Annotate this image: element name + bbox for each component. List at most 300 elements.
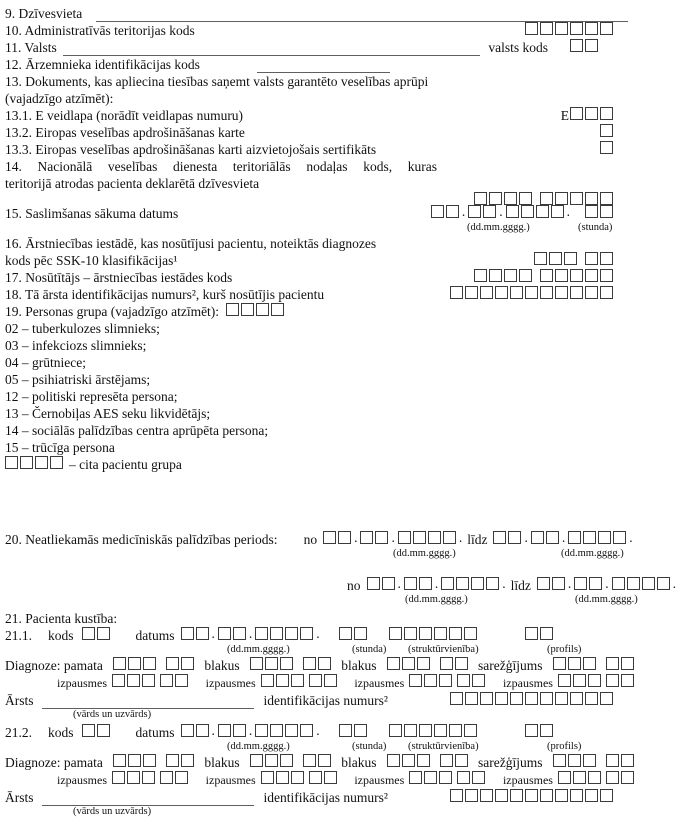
checkbox[interactable]: [439, 771, 452, 784]
checkbox[interactable]: [474, 192, 487, 205]
checkbox[interactable]: [480, 789, 493, 802]
checkbox[interactable]: [621, 771, 634, 784]
movement-1-blakus1-boxes-b[interactable]: [303, 657, 331, 670]
checkbox[interactable]: [555, 692, 568, 705]
checkbox[interactable]: [354, 627, 367, 640]
movement-1-kods-boxes[interactable]: [82, 627, 110, 640]
checkbox[interactable]: [250, 657, 263, 670]
movement-1-blakus2-boxes-a[interactable]: [387, 657, 430, 670]
checkbox[interactable]: [439, 674, 452, 687]
movement-1-doctor-name-line[interactable]: [42, 696, 254, 709]
checkbox[interactable]: [166, 754, 179, 767]
checkbox[interactable]: [600, 192, 613, 205]
checkbox[interactable]: [583, 754, 596, 767]
movement-1-izp1-boxes-b[interactable]: [160, 674, 188, 687]
checkbox[interactable]: [250, 754, 263, 767]
field-20-from-date-boxes[interactable]: . . .: [323, 531, 463, 544]
checkbox[interactable]: [568, 531, 581, 544]
checkbox[interactable]: [570, 192, 583, 205]
checkbox[interactable]: [112, 771, 125, 784]
checkbox[interactable]: [583, 531, 596, 544]
checkbox[interactable]: [142, 771, 155, 784]
checkbox[interactable]: [324, 771, 337, 784]
movement-1-izp4-boxes-b[interactable]: [606, 674, 634, 687]
checkbox[interactable]: [255, 627, 268, 640]
checkbox[interactable]: [606, 771, 619, 784]
checkbox[interactable]: [265, 754, 278, 767]
checkbox[interactable]: [621, 674, 634, 687]
checkbox[interactable]: [558, 674, 571, 687]
checkbox[interactable]: [367, 577, 380, 590]
movement-2-izp1-boxes-a[interactable]: [112, 771, 155, 784]
checkbox[interactable]: [181, 724, 194, 737]
movement-2-blakus1-boxes-a[interactable]: [250, 754, 293, 767]
checkbox[interactable]: [480, 692, 493, 705]
checkbox[interactable]: [568, 754, 581, 767]
checkbox[interactable]: [303, 754, 316, 767]
field-17-boxes-b[interactable]: [540, 269, 613, 282]
checkbox[interactable]: [35, 456, 48, 469]
checkbox[interactable]: [300, 724, 313, 737]
checkbox[interactable]: [657, 577, 670, 590]
checkbox[interactable]: [419, 577, 432, 590]
checkbox[interactable]: [218, 627, 231, 640]
checkbox[interactable]: [419, 627, 432, 640]
checkbox[interactable]: [472, 771, 485, 784]
checkbox[interactable]: [265, 657, 278, 670]
checkbox[interactable]: [318, 754, 331, 767]
checkbox[interactable]: [455, 657, 468, 670]
checkbox[interactable]: [338, 531, 351, 544]
movement-2-blakus2-boxes-a[interactable]: [387, 754, 430, 767]
checkbox[interactable]: [143, 657, 156, 670]
checkbox[interactable]: [97, 627, 110, 640]
checkbox[interactable]: [472, 674, 485, 687]
checkbox[interactable]: [261, 771, 274, 784]
checkbox[interactable]: [570, 789, 583, 802]
checkbox[interactable]: [382, 577, 395, 590]
checkbox[interactable]: [600, 269, 613, 282]
checkbox[interactable]: [525, 789, 538, 802]
movement-1-izp3-boxes-a[interactable]: [409, 674, 452, 687]
movement-1-izp2-boxes-b[interactable]: [309, 674, 337, 687]
checkbox[interactable]: [128, 754, 141, 767]
checkbox[interactable]: [434, 724, 447, 737]
checkbox[interactable]: [276, 771, 289, 784]
checkbox[interactable]: [270, 627, 283, 640]
checkbox[interactable]: [508, 531, 521, 544]
checkbox[interactable]: [525, 286, 538, 299]
checkbox[interactable]: [570, 22, 583, 35]
checkbox[interactable]: [387, 657, 400, 670]
checkbox[interactable]: [474, 269, 487, 282]
field-20-to-date-boxes[interactable]: . . .: [493, 531, 633, 544]
checkbox[interactable]: [128, 657, 141, 670]
checkbox[interactable]: [303, 657, 316, 670]
field-9-blank-line[interactable]: [96, 9, 628, 22]
checkbox[interactable]: [553, 657, 566, 670]
checkbox[interactable]: [434, 627, 447, 640]
checkbox[interactable]: [424, 771, 437, 784]
checkbox[interactable]: [404, 577, 417, 590]
checkbox[interactable]: [585, 789, 598, 802]
checkbox[interactable]: [471, 577, 484, 590]
movement-1-izp1-boxes-a[interactable]: [112, 674, 155, 687]
checkbox[interactable]: [360, 531, 373, 544]
checkbox[interactable]: [585, 252, 598, 265]
checkbox[interactable]: [389, 627, 402, 640]
checkbox[interactable]: [573, 674, 586, 687]
movement-2-kods-boxes[interactable]: [82, 724, 110, 737]
checkbox[interactable]: [196, 627, 209, 640]
movement-1-pamata-boxes-b[interactable]: [166, 657, 194, 670]
checkbox[interactable]: [506, 205, 519, 218]
checkbox[interactable]: [504, 192, 517, 205]
checkbox[interactable]: [540, 269, 553, 282]
checkbox[interactable]: [431, 205, 444, 218]
checkbox[interactable]: [457, 674, 470, 687]
checkbox[interactable]: [540, 286, 553, 299]
checkbox[interactable]: [495, 692, 508, 705]
checkbox[interactable]: [50, 456, 63, 469]
checkbox[interactable]: [409, 771, 422, 784]
checkbox[interactable]: [389, 724, 402, 737]
checkbox[interactable]: [375, 531, 388, 544]
movement-2-complication-boxes-b[interactable]: [606, 754, 634, 767]
checkbox[interactable]: [339, 724, 352, 737]
checkbox[interactable]: [536, 205, 549, 218]
checkbox[interactable]: [546, 531, 559, 544]
checkbox[interactable]: [589, 577, 602, 590]
checkbox[interactable]: [570, 286, 583, 299]
checkbox[interactable]: [534, 252, 547, 265]
checkbox[interactable]: [270, 724, 283, 737]
checkbox[interactable]: [600, 107, 613, 120]
checkbox[interactable]: [600, 141, 613, 154]
field-15-hour-boxes[interactable]: [585, 205, 613, 218]
checkbox[interactable]: [450, 789, 463, 802]
checkbox[interactable]: [600, 124, 613, 137]
checkbox[interactable]: [285, 627, 298, 640]
checkbox[interactable]: [413, 531, 426, 544]
checkbox[interactable]: [519, 269, 532, 282]
checkbox[interactable]: [450, 286, 463, 299]
checkbox[interactable]: [409, 674, 422, 687]
checkbox[interactable]: [570, 39, 583, 52]
checkbox[interactable]: [440, 657, 453, 670]
checkbox[interactable]: [20, 456, 33, 469]
checkbox[interactable]: [417, 754, 430, 767]
movement-2-blakus2-boxes-b[interactable]: [440, 754, 468, 767]
checkbox[interactable]: [450, 692, 463, 705]
checkbox[interactable]: [588, 771, 601, 784]
checkbox[interactable]: [613, 531, 626, 544]
checkbox[interactable]: [449, 627, 462, 640]
checkbox[interactable]: [555, 269, 568, 282]
checkbox[interactable]: [493, 531, 506, 544]
checkbox[interactable]: [606, 674, 619, 687]
field-18-boxes[interactable]: [450, 286, 613, 299]
checkbox[interactable]: [585, 692, 598, 705]
checkbox[interactable]: [456, 577, 469, 590]
checkbox[interactable]: [464, 627, 477, 640]
field-20-from-date-boxes-2[interactable]: . . .: [367, 577, 507, 590]
movement-1-blakus1-boxes-a[interactable]: [250, 657, 293, 670]
checkbox[interactable]: [570, 269, 583, 282]
field-14-boxes-b[interactable]: [540, 192, 613, 205]
checkbox[interactable]: [551, 205, 564, 218]
checkbox[interactable]: [181, 627, 194, 640]
movement-1-profile-boxes[interactable]: [525, 627, 553, 640]
checkbox[interactable]: [573, 771, 586, 784]
checkbox[interactable]: [97, 724, 110, 737]
checkbox[interactable]: [540, 789, 553, 802]
checkbox[interactable]: [642, 577, 655, 590]
movement-1-date-boxes[interactable]: . . .: [181, 627, 321, 640]
checkbox[interactable]: [585, 22, 598, 35]
checkbox[interactable]: [621, 754, 634, 767]
checkbox[interactable]: [549, 252, 562, 265]
checkbox[interactable]: [600, 252, 613, 265]
checkbox[interactable]: [402, 754, 415, 767]
field-17-boxes-a[interactable]: [474, 269, 532, 282]
checkbox[interactable]: [583, 657, 596, 670]
checkbox[interactable]: [495, 286, 508, 299]
checkbox[interactable]: [446, 205, 459, 218]
field-16-boxes-a[interactable]: [534, 252, 577, 265]
movement-2-profile-boxes[interactable]: [525, 724, 553, 737]
checkbox[interactable]: [113, 754, 126, 767]
checkbox[interactable]: [468, 205, 481, 218]
movement-2-date-boxes[interactable]: . . .: [181, 724, 321, 737]
checkbox[interactable]: [585, 39, 598, 52]
checkbox[interactable]: [324, 674, 337, 687]
checkbox[interactable]: [553, 754, 566, 767]
checkbox[interactable]: [537, 577, 550, 590]
movement-2-pamata-boxes-b[interactable]: [166, 754, 194, 767]
movement-2-izp3-boxes-b[interactable]: [457, 771, 485, 784]
movement-2-complication-boxes-a[interactable]: [553, 754, 596, 767]
checkbox[interactable]: [256, 303, 269, 316]
checkbox[interactable]: [480, 286, 493, 299]
checkbox[interactable]: [510, 789, 523, 802]
movement-2-doctor-name-line[interactable]: [42, 793, 254, 806]
checkbox[interactable]: [504, 269, 517, 282]
checkbox[interactable]: [175, 771, 188, 784]
checkbox[interactable]: [525, 627, 538, 640]
checkbox[interactable]: [600, 789, 613, 802]
checkbox[interactable]: [142, 674, 155, 687]
checkbox[interactable]: [82, 724, 95, 737]
checkbox[interactable]: [402, 657, 415, 670]
checkbox[interactable]: [271, 303, 284, 316]
checkbox[interactable]: [489, 269, 502, 282]
checkbox[interactable]: [486, 577, 499, 590]
checkbox[interactable]: [495, 789, 508, 802]
checkbox[interactable]: [143, 754, 156, 767]
field-15-date-boxes[interactable]: . . .: [431, 205, 571, 218]
movement-2-unit-boxes[interactable]: [389, 724, 477, 737]
movement-2-doctor-id-boxes[interactable]: [450, 789, 613, 802]
checkbox[interactable]: [568, 657, 581, 670]
movement-1-complication-boxes-b[interactable]: [606, 657, 634, 670]
checkbox[interactable]: [196, 724, 209, 737]
checkbox[interactable]: [404, 627, 417, 640]
checkbox[interactable]: [443, 531, 456, 544]
field-12-blank-line[interactable]: [257, 60, 390, 73]
checkbox[interactable]: [555, 22, 568, 35]
movement-2-izp1-boxes-b[interactable]: [160, 771, 188, 784]
checkbox[interactable]: [555, 286, 568, 299]
checkbox[interactable]: [309, 674, 322, 687]
checkbox[interactable]: [540, 627, 553, 640]
checkbox[interactable]: [318, 657, 331, 670]
movement-2-izp4-boxes-a[interactable]: [558, 771, 601, 784]
checkbox[interactable]: [455, 754, 468, 767]
other-group-boxes[interactable]: [5, 456, 63, 469]
checkbox[interactable]: [585, 205, 598, 218]
movement-2-izp3-boxes-a[interactable]: [409, 771, 452, 784]
checkbox[interactable]: [5, 456, 18, 469]
checkbox[interactable]: [226, 303, 239, 316]
field-16-boxes-b[interactable]: [585, 252, 613, 265]
checkbox[interactable]: [398, 531, 411, 544]
checkbox[interactable]: [255, 724, 268, 737]
checkbox[interactable]: [600, 205, 613, 218]
checkbox[interactable]: [181, 754, 194, 767]
movement-2-izp4-boxes-b[interactable]: [606, 771, 634, 784]
checkbox[interactable]: [598, 531, 611, 544]
checkbox[interactable]: [285, 724, 298, 737]
checkbox[interactable]: [585, 107, 598, 120]
movement-1-complication-boxes-a[interactable]: [553, 657, 596, 670]
movement-2-izp2-boxes-a[interactable]: [261, 771, 304, 784]
checkbox[interactable]: [261, 674, 274, 687]
checkbox[interactable]: [449, 724, 462, 737]
checkbox[interactable]: [531, 531, 544, 544]
checkbox[interactable]: [354, 724, 367, 737]
checkbox[interactable]: [160, 771, 173, 784]
checkbox[interactable]: [166, 657, 179, 670]
field-13-1-boxes[interactable]: [570, 107, 613, 120]
field-11-code-boxes[interactable]: [570, 39, 598, 52]
checkbox[interactable]: [339, 627, 352, 640]
movement-2-izp2-boxes-b[interactable]: [309, 771, 337, 784]
checkbox[interactable]: [309, 771, 322, 784]
checkbox[interactable]: [483, 205, 496, 218]
checkbox[interactable]: [558, 771, 571, 784]
checkbox[interactable]: [540, 192, 553, 205]
checkbox[interactable]: [510, 286, 523, 299]
checkbox[interactable]: [424, 674, 437, 687]
movement-1-doctor-id-boxes[interactable]: [450, 692, 613, 705]
checkbox[interactable]: [428, 531, 441, 544]
checkbox[interactable]: [404, 724, 417, 737]
checkbox[interactable]: [627, 577, 640, 590]
checkbox[interactable]: [519, 192, 532, 205]
checkbox[interactable]: [440, 754, 453, 767]
checkbox[interactable]: [465, 286, 478, 299]
checkbox[interactable]: [181, 657, 194, 670]
movement-1-blakus2-boxes-b[interactable]: [440, 657, 468, 670]
checkbox[interactable]: [160, 674, 173, 687]
field-19-boxes[interactable]: [226, 303, 284, 316]
checkbox[interactable]: [540, 692, 553, 705]
movement-1-izp4-boxes-a[interactable]: [558, 674, 601, 687]
checkbox[interactable]: [291, 674, 304, 687]
movement-1-izp3-boxes-b[interactable]: [457, 674, 485, 687]
checkbox[interactable]: [588, 674, 601, 687]
checkbox[interactable]: [441, 577, 454, 590]
checkbox[interactable]: [555, 789, 568, 802]
checkbox[interactable]: [457, 771, 470, 784]
checkbox[interactable]: [291, 771, 304, 784]
checkbox[interactable]: [570, 692, 583, 705]
checkbox[interactable]: [127, 771, 140, 784]
field-11-blank-line[interactable]: [63, 43, 481, 56]
field-10-code-boxes[interactable]: [525, 22, 613, 35]
checkbox[interactable]: [465, 789, 478, 802]
checkbox[interactable]: [241, 303, 254, 316]
movement-2-hour-boxes[interactable]: [339, 724, 367, 737]
field-13-2-checkbox[interactable]: [600, 124, 613, 137]
checkbox[interactable]: [218, 724, 231, 737]
checkbox[interactable]: [113, 657, 126, 670]
checkbox[interactable]: [606, 657, 619, 670]
movement-2-blakus1-boxes-b[interactable]: [303, 754, 331, 767]
checkbox[interactable]: [417, 657, 430, 670]
checkbox[interactable]: [280, 754, 293, 767]
checkbox[interactable]: [606, 754, 619, 767]
checkbox[interactable]: [525, 692, 538, 705]
checkbox[interactable]: [510, 692, 523, 705]
checkbox[interactable]: [612, 577, 625, 590]
checkbox[interactable]: [419, 724, 432, 737]
checkbox[interactable]: [127, 674, 140, 687]
checkbox[interactable]: [621, 657, 634, 670]
checkbox[interactable]: [82, 627, 95, 640]
checkbox[interactable]: [323, 531, 336, 544]
field-20-to-date-boxes-2[interactable]: . . .: [537, 577, 677, 590]
checkbox[interactable]: [300, 627, 313, 640]
checkbox[interactable]: [585, 269, 598, 282]
checkbox[interactable]: [600, 22, 613, 35]
checkbox[interactable]: [564, 252, 577, 265]
checkbox[interactable]: [570, 107, 583, 120]
field-14-boxes-a[interactable]: [474, 192, 532, 205]
movement-2-pamata-boxes-a[interactable]: [113, 754, 156, 767]
checkbox[interactable]: [521, 205, 534, 218]
checkbox[interactable]: [525, 22, 538, 35]
movement-1-izp2-boxes-a[interactable]: [261, 674, 304, 687]
checkbox[interactable]: [540, 724, 553, 737]
movement-1-pamata-boxes-a[interactable]: [113, 657, 156, 670]
checkbox[interactable]: [525, 724, 538, 737]
checkbox[interactable]: [387, 754, 400, 767]
checkbox[interactable]: [233, 627, 246, 640]
checkbox[interactable]: [574, 577, 587, 590]
checkbox[interactable]: [585, 192, 598, 205]
checkbox[interactable]: [585, 286, 598, 299]
checkbox[interactable]: [112, 674, 125, 687]
checkbox[interactable]: [233, 724, 246, 737]
movement-1-hour-boxes[interactable]: [339, 627, 367, 640]
checkbox[interactable]: [600, 692, 613, 705]
checkbox[interactable]: [552, 577, 565, 590]
checkbox[interactable]: [464, 724, 477, 737]
checkbox[interactable]: [276, 674, 289, 687]
checkbox[interactable]: [540, 22, 553, 35]
